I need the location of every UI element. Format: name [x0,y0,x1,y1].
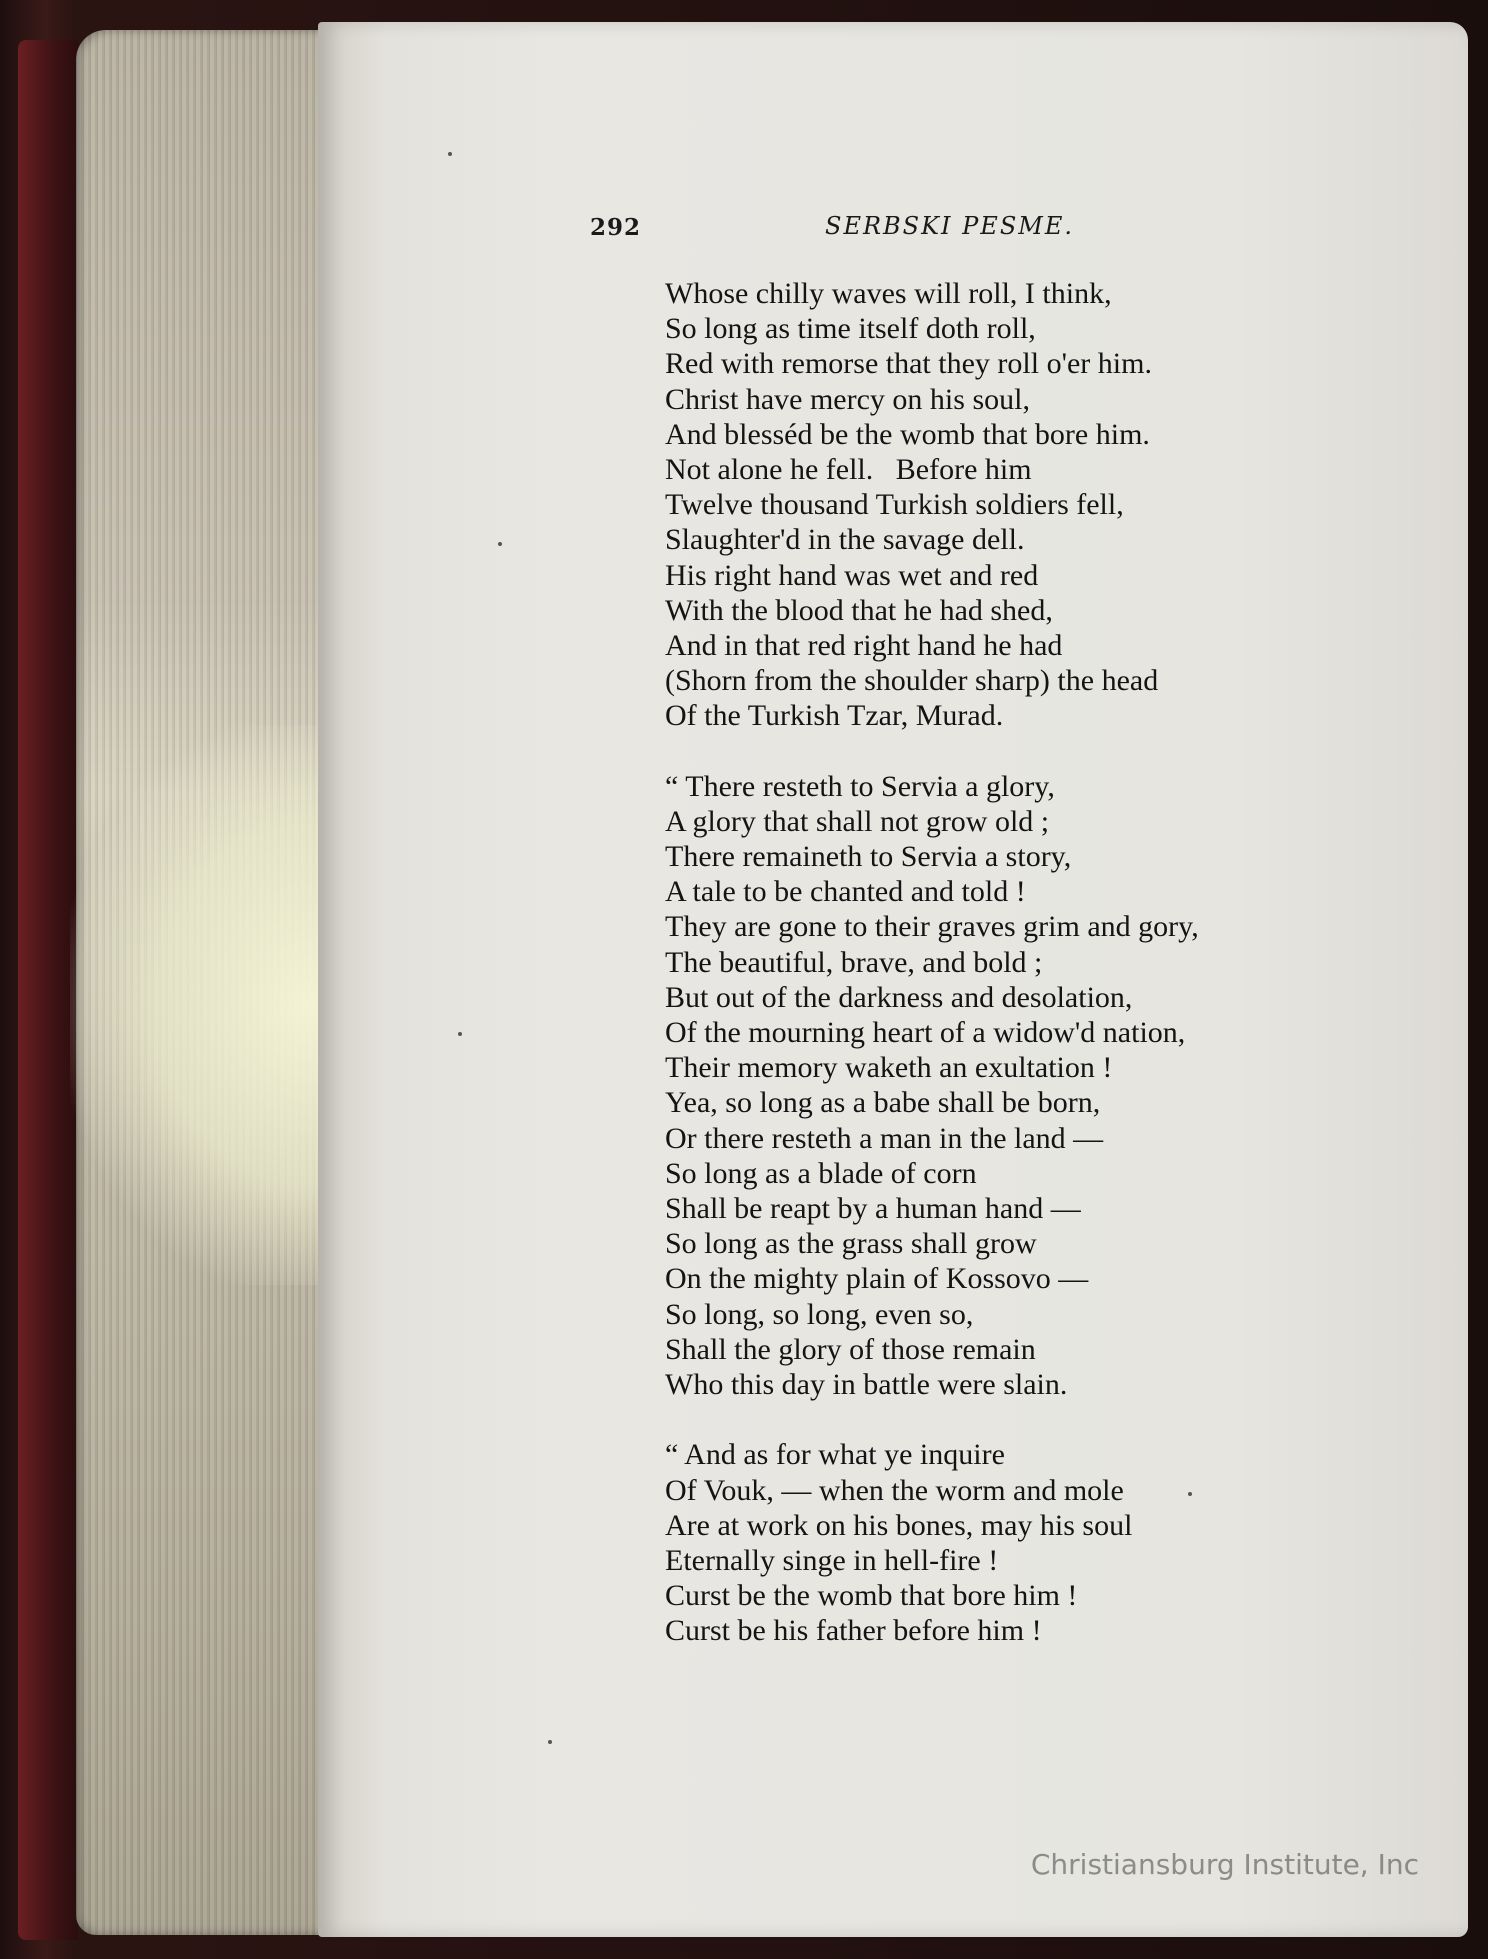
verse-line: Yea, so long as a babe shall be born, [665,1086,1101,1120]
verse-line: A tale to be chanted and told ! [665,875,1026,909]
verse-line: His right hand was wet and red [665,558,1039,592]
verse-line: So long as a blade of corn [665,1156,977,1190]
verse-line: So long as the grass shall grow [665,1227,1037,1261]
verse-line: (Shorn from the shoulder sharp) the head [665,664,1159,698]
verse-line: Eternally singe in hell-fire ! [665,1543,999,1577]
page-stack-edge [76,30,331,1935]
verse-line: Slaughter'd in the savage dell. [665,523,1025,557]
verse-line: Of Vouk, — when the worm and mole [665,1473,1124,1507]
verse-line: With the blood that he had shed, [665,593,1053,627]
verse-line: And in that red right hand he had [665,629,1063,663]
paper-speck [498,542,502,546]
verse-line: “ And as for what ye inquire [665,1438,1005,1472]
verse-line: Curst be the womb that bore him ! [665,1579,1078,1613]
verse-line: Curst be his father before him ! [665,1614,1042,1648]
stanza [665,769,1385,1403]
verse-line: Twelve thousand Turkish soldiers fell, [665,488,1124,522]
verse-line: But out of the darkness and desolation, [665,980,1133,1014]
verse-line: Or there resteth a man in the land — [665,1121,1104,1155]
verse-line: They are gone to their graves grim and gory, [665,910,1199,944]
verse-line: Of the mourning heart of a widow'd nation, [665,1016,1186,1050]
verse-line: The beautiful, brave, and bold ; [665,945,1043,979]
paper-speck [448,152,452,156]
page-number: 292 [590,214,642,241]
verse-line: So long as time itself doth roll, [665,312,1036,346]
verse-line: “ There resteth to Servia a glory, [665,769,1055,803]
verse-line: So long, so long, even so, [665,1297,974,1331]
verse-line: Who this day in battle were slain. [665,1368,1068,1402]
stanza [665,1437,1385,1648]
poem-text [665,276,1385,1649]
book-cover-edge [18,40,78,1940]
verse-line: Christ have mercy on his soul, [665,382,1030,416]
verse-line: On the mighty plain of Kossovo — [665,1262,1089,1296]
verse-line: Shall the glory of those remain [665,1332,1036,1366]
watermark: Christiansburg Institute, Inc [1030,1848,1419,1881]
verse-line: A glory that shall not grow old ; [665,804,1050,838]
paper-speck [458,1032,462,1036]
verse-line: Their memory waketh an exultation ! [665,1051,1113,1085]
verse-line: Red with remorse that they roll o'er him. [665,347,1152,381]
verse-line: Shall be reapt by a human hand — [665,1192,1081,1226]
verse-line: And blesséd be the womb that bore him. [665,417,1150,451]
stanza [665,276,1385,734]
verse-line: Are at work on his bones, may his soul [665,1508,1133,1542]
verse-line: Not alone he fell. Before him [665,453,1032,487]
verse-line: Of the Turkish Tzar, Murad. [665,699,1004,733]
paper-speck [548,1740,552,1744]
verse-line: There remaineth to Servia a story, [665,840,1072,874]
running-title: SERBSKI PESME. [825,212,1074,240]
running-head [590,210,1150,250]
verse-line: Whose chilly waves will roll, I think, [665,277,1112,310]
